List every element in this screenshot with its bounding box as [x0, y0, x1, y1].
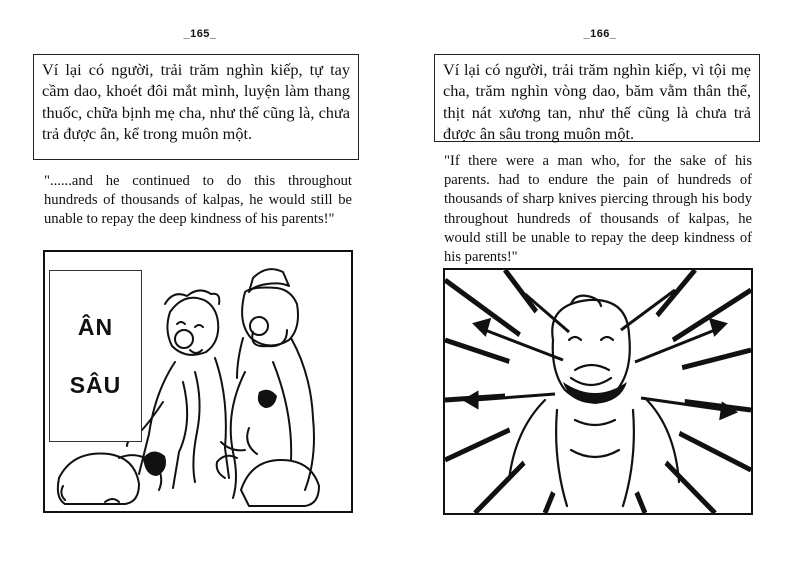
vietnamese-verse-box: Ví lại có người, trải trăm nghìn kiếp, vì tội mẹ cha, trăm nghìn vòng dao, băm vằm thân thể, thịt nát xương tan, như thế cũng là chưa trả được ân sâu trong muôn một.	[434, 54, 760, 142]
pierced-man-drawing	[445, 270, 751, 513]
illustration-man-pierced-by-knives	[443, 268, 753, 515]
page-number: _166_	[583, 28, 617, 40]
illustration-parents-bowing	[43, 250, 353, 513]
scroll-text-an: ÂN	[77, 314, 114, 340]
calligraphy-scroll	[49, 270, 142, 442]
english-translation: "If there were a man who, for the sake of his parents. had to endure the pain of hundreds of thousands of sharp knives piercing through his body throughout hundreds of thousands of kalpas, he would still be unable to repay the deep kindness of his parents!"	[444, 153, 752, 266]
english-translation: "......and he continued to do this throughout hundreds of thousands of kalpas, he would still be unable to repay the deep kindness of his parents!"	[44, 173, 352, 228]
scroll-text-sau: SÂU	[69, 372, 122, 398]
page-number: _165_	[183, 28, 217, 40]
right-page	[400, 0, 800, 566]
vietnamese-verse-box: Ví lại có người, trải trăm nghìn kiếp, tự tay cầm dao, khoét đôi mắt mình, luyện làm thang thuốc, chữa bịnh mẹ cha, như thế cũng là, chưa trả được ân, kể trong muôn một.	[33, 54, 359, 160]
